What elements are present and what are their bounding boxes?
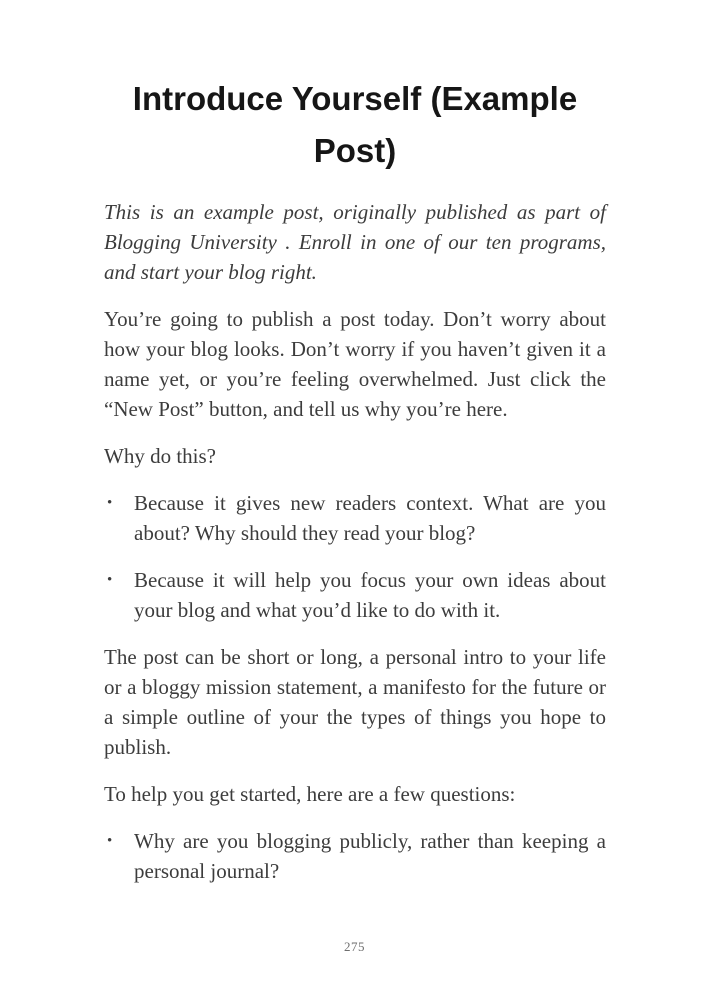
bullet-icon: • bbox=[107, 572, 113, 588]
paragraph: Why do this? bbox=[104, 444, 216, 468]
bullet-text: Because it will help you focus your own ideas about your blog and what you’d like to do with it. bbox=[134, 568, 606, 622]
paragraph: The post can be short or long, a personal intro to your life or a bloggy mission statement, a manifesto for the future or a simple outline of your the types of things you hope to publish. bbox=[104, 645, 606, 759]
paragraph: To help you get started, here are a few questions: bbox=[104, 782, 516, 806]
bullet-list-item bbox=[104, 565, 606, 625]
bullet-text: Why are you blogging publicly, rather than keeping a personal journal? bbox=[134, 829, 606, 883]
paragraph: You’re going to publish a post today. Don’t worry about how your blog looks. Don’t worry if you haven’t given it a name yet, or you’re feeling overwhelmed. Just click the “New Post” button, and tell us why you’re here. bbox=[104, 307, 606, 421]
bullet-list-item bbox=[104, 488, 606, 548]
bullet-icon: • bbox=[107, 833, 113, 849]
bullet-text: Because it gives new readers context. What are you about? Why should they read your blog? bbox=[134, 491, 606, 545]
page-number: 275 bbox=[344, 939, 365, 954]
bullet-icon: • bbox=[107, 495, 113, 511]
bullet-list-item bbox=[104, 826, 606, 886]
lead-paragraph: This is an example post, originally published as part of Blogging University . Enroll in one of our ten programs, and start your blog right. bbox=[104, 200, 606, 284]
page-title: Introduce Yourself (Example Post) bbox=[132, 80, 578, 169]
